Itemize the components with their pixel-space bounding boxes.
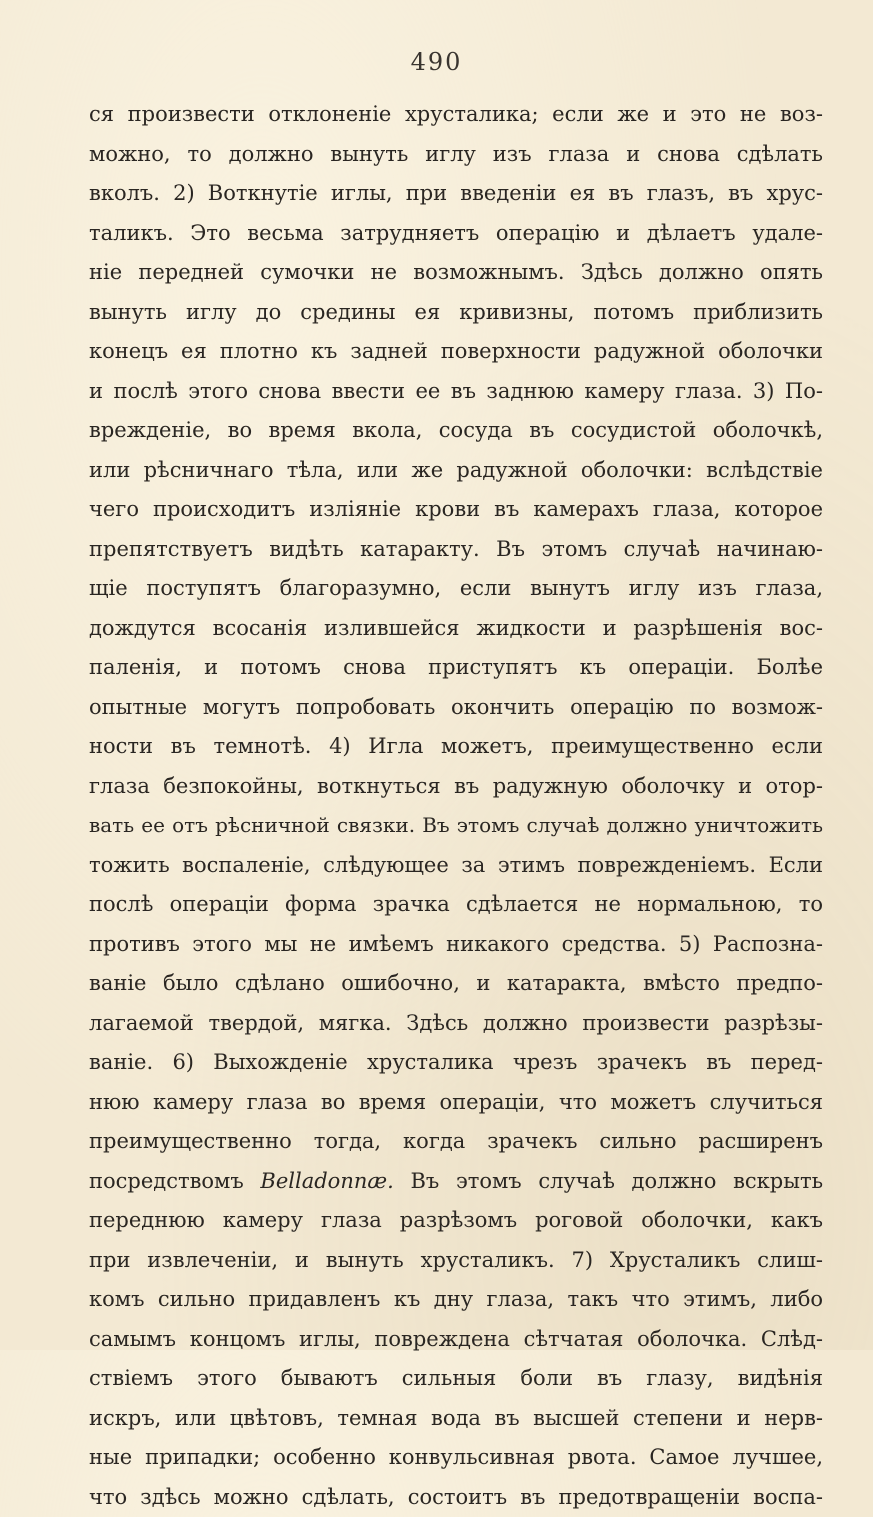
text-line: таликъ. Это весьма затрудняетъ операцію и дѣлаетъ удале-	[89, 214, 823, 254]
text-line: или рѣсничнаго тѣла, или же радужной оболочки: вслѣдствіе	[89, 451, 823, 491]
text-line: ные припадки; особенно конвульсивная рвота. Самое лучшее,	[89, 1438, 823, 1478]
text-line: ваніе было сдѣлано ошибочно, и катаракта, вмѣсто предпо-	[89, 964, 823, 1004]
text-line: комъ сильно придавленъ къ дну глаза, такъ что этимъ, либо	[89, 1280, 823, 1320]
text-line: вынуть иглу до средины ея кривизны, потомъ приблизить	[89, 293, 823, 333]
text-line: ніе передней сумочки не возможнымъ. Здѣсь должно опять	[89, 253, 823, 293]
text-line: посредствомъ Belladonnæ. Въ этомъ случаѣ должно вскрыть	[89, 1162, 823, 1202]
text-line: самымъ концомъ иглы, повреждена сѣтчатая оболочка. Слѣд-	[89, 1320, 823, 1360]
text-line: вколъ. 2) Воткнутіе иглы, при введеніи ея въ глазъ, въ хрус-	[89, 174, 823, 214]
text-line: вать ее отъ рѣсничной связки. Въ этомъ случаѣ должно уничтожить	[89, 806, 823, 846]
text-line: паленія, и потомъ снова приступятъ къ операціи. Болѣе	[89, 648, 823, 688]
text-line: что здѣсь можно сдѣлать, состоитъ въ предотвращеніи воспа-	[89, 1478, 823, 1517]
text-line: лагаемой твердой, мягка. Здѣсь должно произвести разрѣзы-	[89, 1004, 823, 1044]
text-line: ся произвести отклоненіе хрусталика; если же и это не воз-	[89, 95, 823, 135]
text-line: послѣ операціи форма зрачка сдѣлается не нормальною, то	[89, 885, 823, 925]
page-number: 490	[0, 48, 873, 76]
text-line: тожить воспаленіе, слѣдующее за этимъ поврежденіемъ. Если	[89, 846, 823, 886]
text-line: можно, то должно вынуть иглу изъ глаза и снова сдѣлать	[89, 135, 823, 175]
text-line: ваніе. 6) Выхожденіе хрусталика чрезъ зрачекъ въ перед-	[89, 1043, 823, 1083]
text-line: чего происходитъ изліяніе крови въ камерахъ глаза, которое	[89, 490, 823, 530]
text-line: искръ, или цвѣтовъ, темная вода въ высшей степени и нерв-	[89, 1399, 823, 1439]
text-line: нюю камеру глаза во время операціи, что можетъ случиться	[89, 1083, 823, 1123]
text-line: щіе поступятъ благоразумно, если вынутъ иглу изъ глаза,	[89, 569, 823, 609]
text-line: глаза безпокойны, воткнуться въ радужную оболочку и отор-	[89, 767, 823, 807]
text-line: при извлеченіи, и вынуть хрусталикъ. 7) Хрусталикъ слиш-	[89, 1241, 823, 1281]
latin-term: Belladonnæ.	[260, 1169, 393, 1193]
text-line: опытные могутъ попробовать окончить операцію по возмож-	[89, 688, 823, 728]
text-line: препятствуетъ видѣть катаракту. Въ этомъ случаѣ начинаю-	[89, 530, 823, 570]
body-text	[89, 95, 823, 1517]
text-line: преимущественно тогда, когда зрачекъ сильно расширенъ	[89, 1122, 823, 1162]
text-line: врежденіе, во время вкола, сосуда въ сосудистой оболочкѣ,	[89, 411, 823, 451]
text-line: и послѣ этого снова ввести ее въ заднюю камеру глаза. 3) По-	[89, 372, 823, 412]
text-line: переднюю камеру глаза разрѣзомъ роговой оболочки, какъ	[89, 1201, 823, 1241]
text-line: противъ этого мы не имѣемъ никакого средства. 5) Распозна-	[89, 925, 823, 965]
text-line: дождутся всосанія излившейся жидкости и разрѣшенія вос-	[89, 609, 823, 649]
text-line: конецъ ея плотно къ задней поверхности радужной оболочки	[89, 332, 823, 372]
text-line: ствіемъ этого бываютъ сильныя боли въ глазу, видѣнія	[89, 1359, 823, 1399]
text-line: ности въ темнотѣ. 4) Игла можетъ, преимущественно если	[89, 727, 823, 767]
